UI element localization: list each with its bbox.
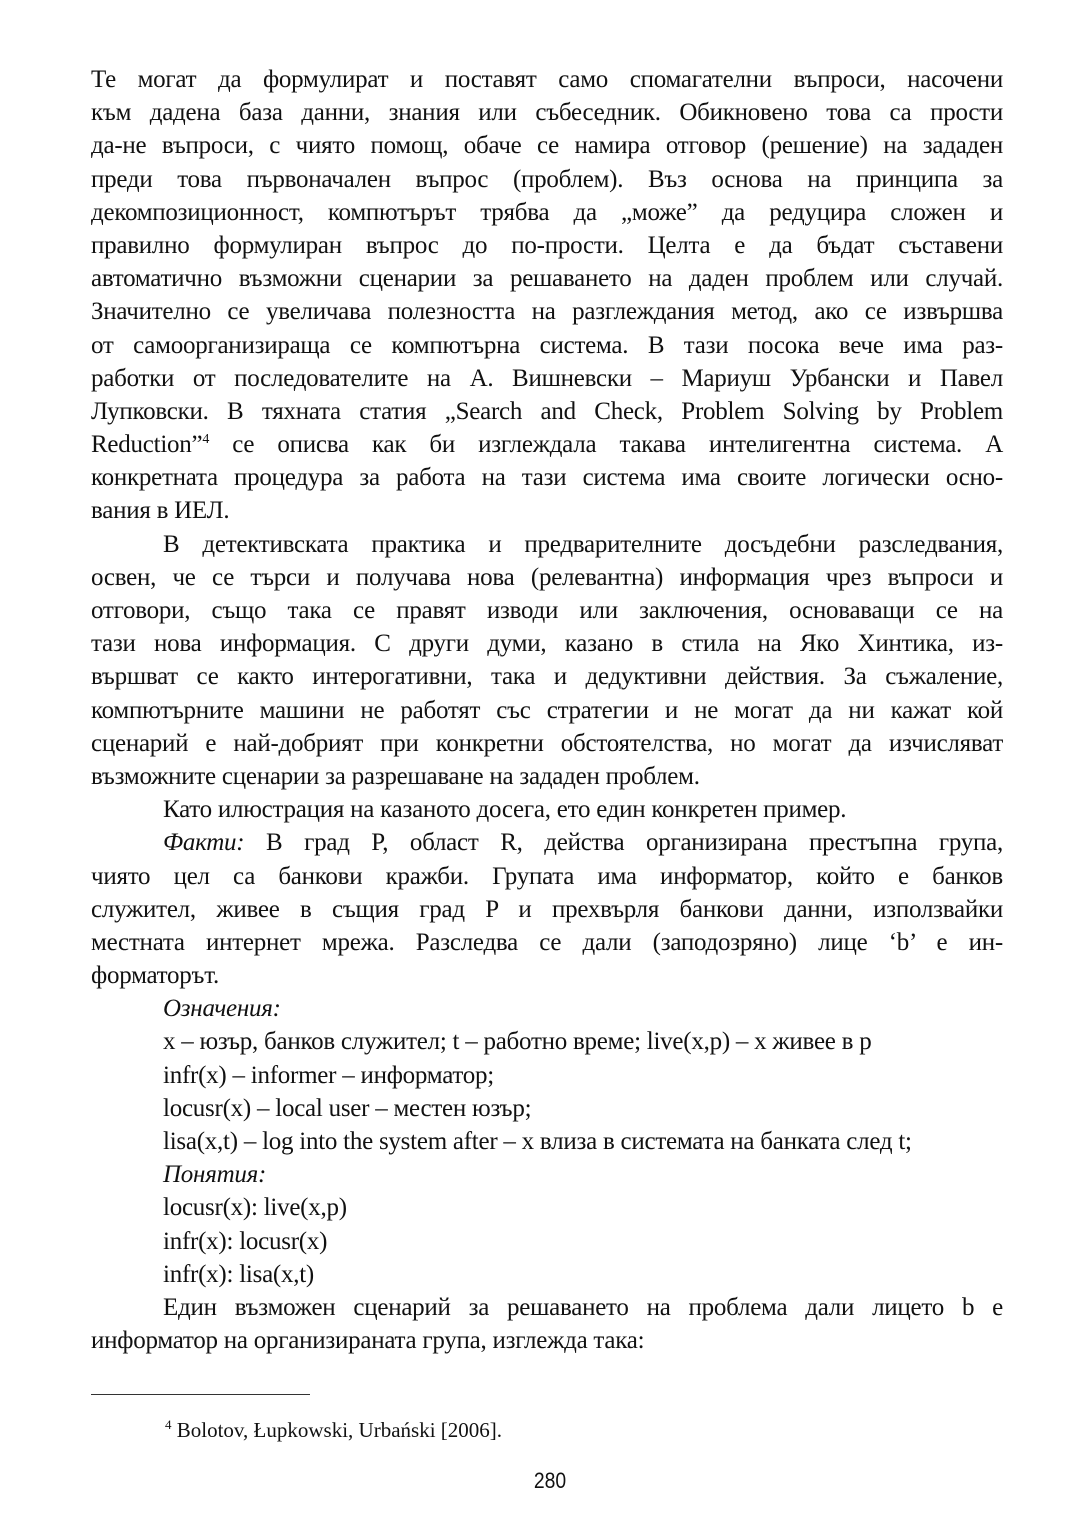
text-span: работки от последователите на А. Вишневски – Мариуш Урбански и Павел <box>91 364 1003 392</box>
text-span: тази нова информация. С други думи, казано в стила на Яко Хинтика, из- <box>91 630 1003 658</box>
text-line <box>91 1158 1003 1191</box>
text-span: освен, че се търси и получава нова (релевантна) информация чрез въпроси и <box>91 563 1003 591</box>
body-text <box>91 63 1003 1357</box>
text-span: автоматично възможни сценарии за решаването на даден проблем или случай. <box>91 265 1003 293</box>
italic-label: Понятия: <box>163 1161 267 1189</box>
text-span: от самоорганизираща се компютърна система. В тази посока вече има раз- <box>91 331 1003 359</box>
text-line <box>91 1025 1003 1058</box>
text-line <box>91 1059 1003 1092</box>
text-span: да-не въпроси, с чиято помощ, обаче се намира отговор (решение) на зададен <box>91 132 1003 160</box>
text-span: правилно формулиран въпрос до по-прости. Целта е да бъдат съставени <box>91 231 1003 259</box>
text-line <box>91 1125 1003 1158</box>
text-span: Един възможен сценарий за решаването на проблема дали лицето b е <box>163 1293 1003 1321</box>
text-span: се описва как би изглеждала такава интелигентна система. А <box>209 431 1003 459</box>
text-line <box>91 262 1003 295</box>
text-line <box>91 627 1003 660</box>
text-span: конкретната процедура за работа на тази система има своите логически осно- <box>91 464 1003 492</box>
text-span: Значително се увеличава полезността на разглеждания метод, ако се извършва <box>91 298 1003 326</box>
footnote-text: Bolotov, Łupkowski, Urbański [2006]. <box>176 1418 503 1442</box>
text-span: местната интернет мрежа. Разследва се дали (заподозряно) лице ‘b’ е ин- <box>91 928 1003 956</box>
text-line <box>91 860 1003 893</box>
text-line <box>91 893 1003 926</box>
text-span: lisa(x,t) – log into the system after – x влиза в системата на банката след t; <box>163 1128 912 1155</box>
text-line <box>91 129 1003 162</box>
footnote-reference: 4 <box>202 432 210 448</box>
text-span: компютърните машини не работят със стратегии и не могат да ни кажат кой <box>91 696 1003 724</box>
text-span: възможните сценарии за разрешаване на зададен проблем. <box>91 762 700 790</box>
text-span: infr(x) – informer – информатор; <box>163 1061 494 1089</box>
text-line <box>91 229 1003 262</box>
text-span: В детективската практика и предварителните досъдебни разследвания, <box>163 530 1003 558</box>
text-span: Reduction” <box>91 431 203 459</box>
text-line <box>91 992 1003 1025</box>
text-span: locusr(x): live(x,p) <box>163 1194 347 1222</box>
text-span: вършват се както интерогативни, така и дедуктивни действия. За съжаление, <box>91 663 1003 691</box>
text-line <box>91 594 1003 627</box>
text-span: infr(x): lisa(x,t) <box>163 1260 315 1288</box>
text-span: Лупковски. В тяхната статия „Search and Check, Problem Solving by Problem <box>91 397 1003 425</box>
text-line <box>91 694 1003 727</box>
text-span: информатор на организираната група, изглежда така: <box>91 1327 645 1355</box>
text-line <box>91 1191 1003 1224</box>
text-line <box>91 163 1003 196</box>
text-line <box>91 959 1003 992</box>
text-line <box>91 793 1003 826</box>
text-span: преди това първоначален въпрос (проблем). Въз основа на принципа за <box>91 165 1003 193</box>
text-line <box>91 1324 1003 1357</box>
text-line <box>91 362 1003 395</box>
text-line <box>91 428 1003 461</box>
text-line <box>91 1092 1003 1125</box>
text-span: Като илюстрация на казаното досега, ето един конкретен пример. <box>163 796 847 824</box>
text-line <box>91 295 1003 328</box>
text-line <box>91 461 1003 494</box>
text-line <box>91 196 1003 229</box>
page-number: 280 <box>533 1468 567 1493</box>
text-line <box>91 926 1003 959</box>
text-line <box>91 1258 1003 1291</box>
italic-label: Факти: <box>163 829 245 857</box>
text-span: служител, живее в същия град P и прехвърля банкови данни, използвайки <box>91 895 1003 923</box>
text-span: вания в ИЕЛ. <box>91 497 230 525</box>
text-span: декомпозиционност, компютърът трябва да „може” да редуцира сложен и <box>91 198 1003 226</box>
text-span: форматорът. <box>91 962 219 990</box>
text-span: сценарий е най-добрият при конкретни обстоятелства, но могат да изчисляват <box>91 729 1003 757</box>
text-span: Те могат да формулират и поставят само спомагателни въпроси, насочени <box>91 66 1003 93</box>
text-line <box>91 1225 1003 1258</box>
text-line <box>91 395 1003 428</box>
text-span: В град P, област R, действа организирана престъпна група, <box>244 829 1003 857</box>
text-line <box>91 494 1003 527</box>
text-span: отговори, също така се правят изводи или заключения, основаващи се на <box>91 597 1003 624</box>
text-span: чиято цел са банкови кражби. Групата има информатор, който е банков <box>91 862 1003 890</box>
text-line <box>91 561 1003 594</box>
text-span: locusr(x) – local user – местен юзър; <box>163 1094 532 1122</box>
text-line <box>91 660 1003 693</box>
text-line <box>91 96 1003 129</box>
text-line <box>91 63 1003 96</box>
footnote-marker: 4 <box>165 1417 172 1432</box>
footnote <box>165 1418 502 1443</box>
text-span: infr(x): locusr(x) <box>163 1227 328 1255</box>
text-line <box>91 760 1003 793</box>
text-line <box>91 727 1003 760</box>
text-line <box>91 826 1003 859</box>
text-span: x – юзър, банков служител; t – работно време; live(x,p) – x живее в p <box>163 1028 872 1056</box>
text-line <box>91 329 1003 362</box>
text-line <box>91 528 1003 561</box>
italic-label: Означения: <box>163 995 281 1023</box>
text-span: към дадена база данни, знания или събеседник. Обикновено това са прости <box>91 99 1003 127</box>
footnote-separator <box>91 1394 310 1395</box>
text-line <box>91 1291 1003 1324</box>
